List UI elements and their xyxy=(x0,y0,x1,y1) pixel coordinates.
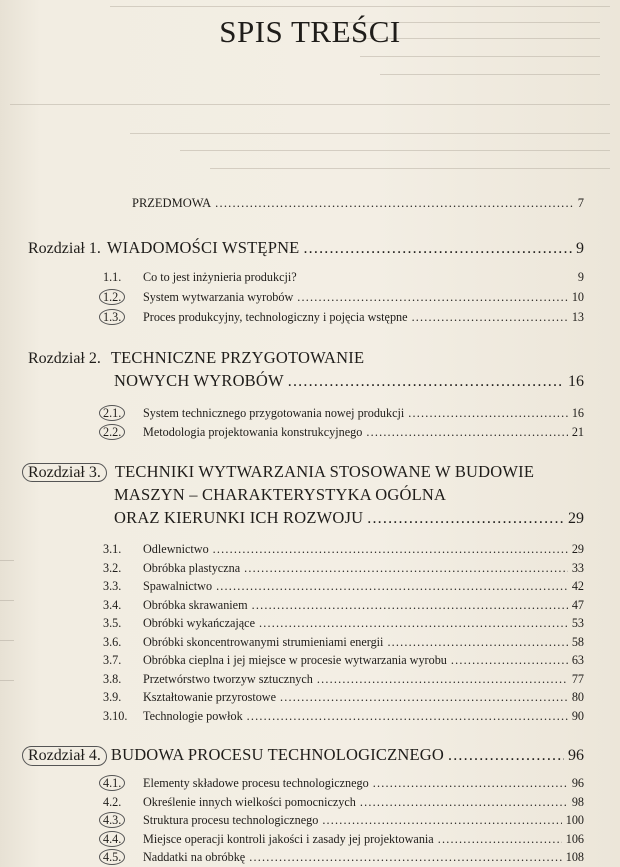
toc-section xyxy=(103,709,584,724)
chapter-prefix-circled: Rozdział 4. xyxy=(22,746,107,766)
page-number: 9 xyxy=(577,270,584,284)
page-number: 42 xyxy=(571,579,584,593)
handwritten-circle: 2.2. xyxy=(99,424,125,440)
section-title: Odlewnictwo xyxy=(143,542,209,556)
leader-dots xyxy=(215,196,574,211)
page-number: 77 xyxy=(571,671,584,686)
page-number: 16 xyxy=(571,406,584,420)
section-title: Elementy składowe procesu technologicznego xyxy=(143,776,369,790)
toc-section xyxy=(103,653,584,668)
leader-dots xyxy=(259,616,568,631)
show-through-line xyxy=(0,600,14,601)
handwritten-circle: 4.3. xyxy=(99,812,125,828)
page-number: 29 xyxy=(568,510,584,527)
section-number: 3.7. xyxy=(103,653,122,667)
show-through-line xyxy=(380,74,600,75)
page-title: SPIS TREŚCI xyxy=(219,14,401,49)
show-through-line xyxy=(0,640,14,641)
page-number: 13 xyxy=(571,310,584,324)
page-number: 96 xyxy=(568,747,584,764)
section-title: Obróbki skoncentrowanymi strumieniami energii xyxy=(143,634,384,649)
leader-dots xyxy=(408,406,568,421)
toc-section xyxy=(103,425,584,440)
toc-section xyxy=(103,635,584,650)
toc-chapter-4 xyxy=(28,745,584,766)
page-number: 100 xyxy=(565,813,584,827)
leader-dots xyxy=(249,850,562,865)
page-number: 80 xyxy=(571,690,584,704)
toc-section xyxy=(103,795,584,810)
chapter-prefix-circled: Rozdział 3. xyxy=(22,463,107,482)
page-number: 7 xyxy=(577,196,584,210)
section-title: Miejsce operacji kontroli jakości i zasady jej projektowania xyxy=(143,831,434,846)
leader-dots xyxy=(244,561,568,576)
chapter-title: WIADOMOŚCI WSTĘPNE xyxy=(106,238,300,257)
show-through-line xyxy=(10,104,610,105)
leader-dots xyxy=(303,240,572,258)
toc-section xyxy=(103,579,584,594)
toc-section xyxy=(103,776,584,791)
section-number: 3.9. xyxy=(103,690,122,704)
leader-dots xyxy=(317,672,568,687)
leader-dots xyxy=(451,653,568,668)
section-title: Metodologia projektowania konstrukcyjnego xyxy=(143,425,363,439)
section-title: Przetwórstwo tworzyw sztucznych xyxy=(143,671,313,686)
section-number: 3.1. xyxy=(103,542,122,556)
section-number: 3.2. xyxy=(103,560,122,575)
page-number: 53 xyxy=(571,616,584,630)
show-through-line xyxy=(130,133,610,134)
page-number: 21 xyxy=(571,425,584,439)
leader-dots xyxy=(373,776,568,791)
leader-dots xyxy=(213,542,568,557)
section-title: System wytwarzania wyrobów xyxy=(143,290,294,304)
leader-dots xyxy=(297,290,568,305)
show-through-line xyxy=(110,6,610,7)
page-number: 106 xyxy=(565,831,584,846)
section-title: Obróbki wykańczające xyxy=(143,616,256,630)
toc-section xyxy=(103,270,584,285)
chapter-title-line: ORAZ KIERUNKI ICH ROZWOJU xyxy=(114,508,364,527)
handwritten-circle: 4.1. xyxy=(99,775,125,791)
toc-chapter-3 xyxy=(28,462,584,528)
show-through-line xyxy=(360,56,600,57)
preface-label: PRZEDMOWA xyxy=(132,196,212,210)
chapter-title: BUDOWA PROCESU TECHNOLOGICZNEGO xyxy=(110,745,445,764)
chapter-title-line: MASZYN – CHARAKTERYSTYKA OGÓLNA xyxy=(114,485,447,504)
page-number: 98 xyxy=(571,794,584,809)
toc-section xyxy=(103,290,584,305)
page-number: 47 xyxy=(571,597,584,612)
toc-section xyxy=(103,616,584,631)
toc-section xyxy=(103,850,584,865)
page-number: 33 xyxy=(571,560,584,575)
section-title: Kształtowanie przyrostowe xyxy=(143,690,277,704)
section-title: Obróbka cieplna i jej miejsce w procesie wytwarzania wyrobu xyxy=(143,653,447,667)
handwritten-circle: 4.5. xyxy=(99,849,125,865)
section-title: Obróbka plastyczna xyxy=(143,560,241,575)
leader-dots xyxy=(387,635,567,650)
section-title: Naddatki na obróbkę xyxy=(143,850,246,864)
handwritten-circle: 1.2. xyxy=(99,289,125,305)
page-number: 16 xyxy=(568,373,584,390)
handwritten-circle: 2.1. xyxy=(99,405,125,421)
leader-dots xyxy=(322,813,561,828)
section-number: 1.1. xyxy=(103,270,122,284)
page-number: 108 xyxy=(565,850,584,864)
page-number: 10 xyxy=(571,290,584,304)
leader-dots xyxy=(360,795,568,810)
leader-dots xyxy=(412,310,568,325)
toc-chapter-1 xyxy=(28,238,584,258)
toc-section xyxy=(103,813,584,828)
section-number: 4.2. xyxy=(103,794,122,809)
section-number: 3.10. xyxy=(103,708,128,723)
section-title: Spawalnictwo xyxy=(143,579,213,593)
toc-section xyxy=(103,310,584,325)
toc-section xyxy=(103,406,584,421)
leader-dots xyxy=(288,373,564,391)
leader-dots xyxy=(280,690,568,705)
leader-dots xyxy=(438,832,562,847)
leader-dots xyxy=(216,579,568,594)
toc-chapter-2 xyxy=(28,348,584,391)
section-title: Obróbka skrawaniem xyxy=(143,597,248,612)
show-through-line xyxy=(210,168,610,169)
page-number: 96 xyxy=(571,776,584,790)
toc-preface xyxy=(132,196,584,211)
show-through-line xyxy=(0,560,14,561)
page-number: 29 xyxy=(571,542,584,556)
page-number: 58 xyxy=(571,634,584,649)
chapter-title-line: TECHNIKI WYTWARZANIA STOSOWANE W BUDOWIE xyxy=(114,462,535,481)
section-title: Struktura procesu technologicznego xyxy=(143,813,319,827)
toc-section xyxy=(103,690,584,705)
handwritten-circle: 1.3. xyxy=(99,309,125,325)
chapter-title-line: TECHNICZNE PRZYGOTOWANIE xyxy=(110,348,365,367)
section-title: System technicznego przygotowania nowej produkcji xyxy=(143,406,405,420)
section-number: 3.5. xyxy=(103,616,122,630)
section-number: 3.6. xyxy=(103,634,122,649)
show-through-line xyxy=(180,150,610,151)
chapter-prefix: Rozdział 1. xyxy=(28,240,101,257)
chapter-title-line: NOWYCH WYROBÓW xyxy=(114,371,284,390)
leader-dots xyxy=(367,510,564,528)
toc-section xyxy=(103,832,584,847)
handwritten-circle: 4.4. xyxy=(99,831,125,847)
page-number: 90 xyxy=(571,708,584,723)
section-title: Co to jest inżynieria produkcji? xyxy=(143,270,297,284)
leader-dots xyxy=(252,598,568,613)
leader-dots xyxy=(448,747,564,765)
section-number: 3.3. xyxy=(103,579,122,593)
leader-dots xyxy=(366,425,567,440)
section-number: 3.4. xyxy=(103,597,122,612)
section-number: 3.8. xyxy=(103,671,122,686)
section-title: Proces produkcyjny, technologiczny i pojęcia wstępne xyxy=(143,310,408,324)
leader-dots xyxy=(247,709,568,724)
page-number: 63 xyxy=(571,653,584,667)
toc-section xyxy=(103,561,584,576)
chapter-prefix: Rozdział 2. xyxy=(28,350,101,367)
page-number: 9 xyxy=(576,240,584,257)
toc-section xyxy=(103,672,584,687)
section-title: Technologie powłok xyxy=(143,708,243,723)
toc-section xyxy=(103,598,584,613)
toc-section xyxy=(103,542,584,557)
show-through-line xyxy=(0,680,14,681)
section-title: Określenie innych wielkości pomocniczych xyxy=(143,794,356,809)
